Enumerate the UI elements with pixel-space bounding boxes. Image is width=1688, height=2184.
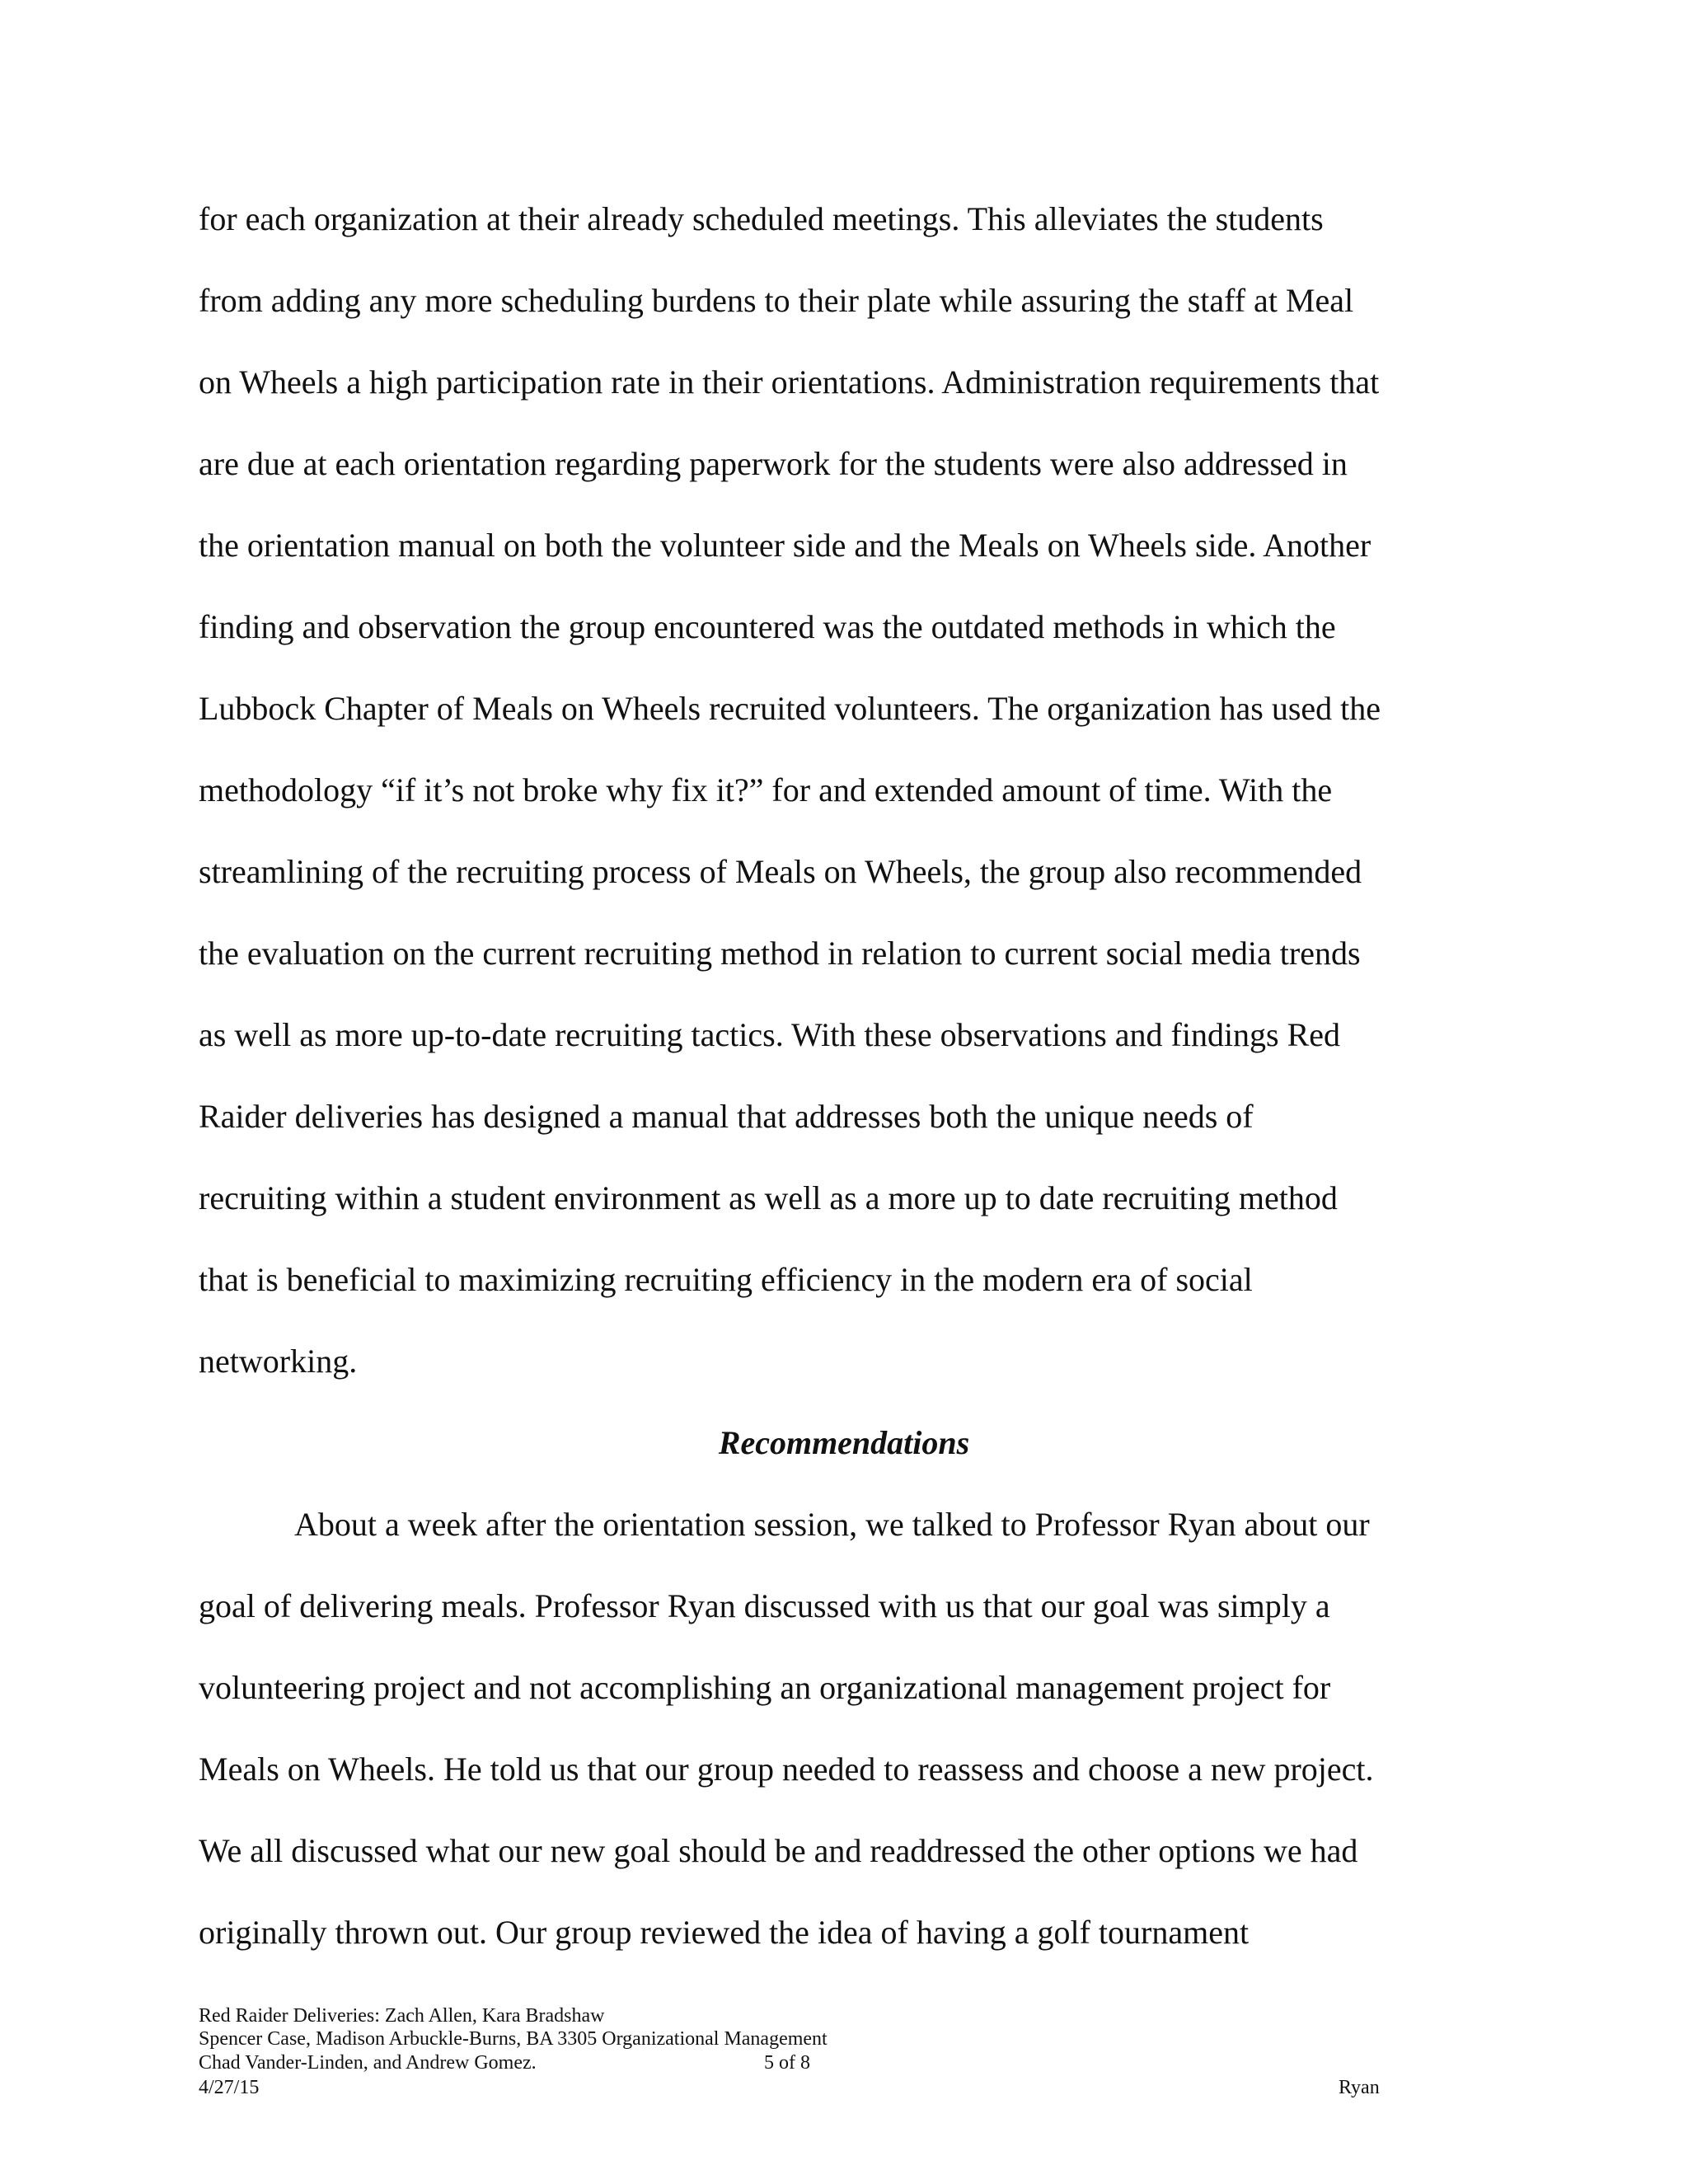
body-line: streamlining of the recruiting process of Meals on Wheels, the group also recommended (199, 853, 1362, 890)
body-line: the evaluation on the current recruiting method in relation to current social media trends (199, 935, 1361, 972)
footer-date: 4/27/15 (199, 2077, 260, 2098)
body-line: that is beneficial to maximizing recruiting efficiency in the modern era of social (199, 1261, 1253, 1298)
body-line: finding and observation the group encountered was the outdated methods in which the (199, 608, 1336, 645)
footer-instructor: Ryan (1339, 2077, 1380, 2098)
section-line: originally thrown out. Our group reviewed the idea of having a golf tournament (199, 1914, 1250, 1951)
body-line: Lubbock Chapter of Meals on Wheels recruited volunteers. The organization has used the (199, 690, 1381, 727)
page-number: 5 of 8 (764, 2052, 810, 2074)
body-line: from adding any more scheduling burdens to their plate while assuring the staff at Meal (199, 282, 1354, 319)
body-line: recruiting within a student environment as well as a more up to date recruiting method (199, 1179, 1338, 1216)
section-line: goal of delivering meals. Professor Ryan discussed with us that our goal was simply a (199, 1587, 1330, 1624)
body-line: for each organization at their already scheduled meetings. This alleviates the students (199, 200, 1324, 237)
footer-authors-line-1: Red Raider Deliveries: Zach Allen, Kara Bradshaw (199, 2005, 605, 2027)
section-line: Meals on Wheels. He told us that our group needed to reassess and choose a new project. (199, 1750, 1374, 1788)
footer-authors-line-3: Chad Vander-Linden, and Andrew Gomez. (199, 2052, 537, 2074)
body-line: as well as more up-to-date recruiting tactics. With these observations and findings Red (199, 1016, 1341, 1053)
footer-authors-line-2: Spencer Case, Madison Arbuckle-Burns, BA 3305 Organizational Management (199, 2028, 828, 2050)
body-line: networking. (199, 1343, 358, 1380)
body-line: on Wheels a high participation rate in their orientations. Administration requirements that (199, 363, 1380, 401)
body-line: the orientation manual on both the volunteer side and the Meals on Wheels side. Another (199, 527, 1372, 564)
section-heading: Recommendations (718, 1424, 970, 1461)
section-line: About a week after the orientation session, we talked to Professor Ryan about our (294, 1506, 1370, 1543)
body-line: methodology “if it’s not broke why fix it?” for and extended amount of time. With the (199, 771, 1333, 808)
section-line: We all discussed what our new goal should be and readdressed the other options we had (199, 1832, 1358, 1869)
section-line: volunteering project and not accomplishing an organizational management project for (199, 1669, 1331, 1706)
body-line: are due at each orientation regarding paperwork for the students were also addressed in (199, 445, 1348, 482)
body-line: Raider deliveries has designed a manual that addresses both the unique needs of (199, 1098, 1254, 1135)
